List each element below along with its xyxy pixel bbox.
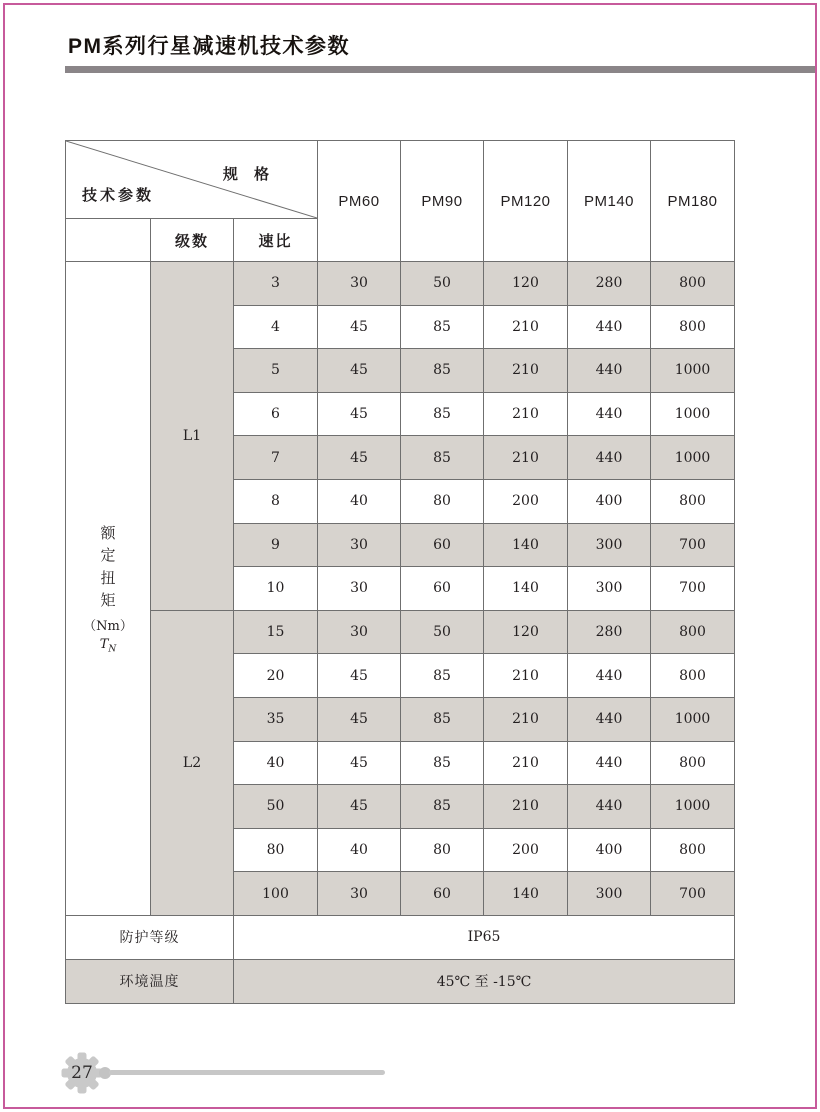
col-header-pm140: PM140 xyxy=(568,141,651,262)
corner-label-spec: 规 格 xyxy=(222,166,276,183)
value-cell: 30 xyxy=(318,262,401,306)
empty-header-cell xyxy=(66,219,151,262)
value-cell: 210 xyxy=(484,349,568,393)
table-row xyxy=(66,610,735,654)
value-cell: 210 xyxy=(484,305,568,349)
value-cell: 80 xyxy=(401,828,484,872)
value-cell: 800 xyxy=(651,654,735,698)
value-cell: 30 xyxy=(318,610,401,654)
ratio-cell: 80 xyxy=(234,828,318,872)
corner-label-params: 技术参数 xyxy=(82,187,155,204)
value-cell: 800 xyxy=(651,741,735,785)
value-cell: 140 xyxy=(484,523,568,567)
value-cell: 280 xyxy=(568,262,651,306)
value-cell: 800 xyxy=(651,610,735,654)
value-cell: 400 xyxy=(568,828,651,872)
value-cell: 700 xyxy=(651,872,735,916)
value-cell: 1000 xyxy=(651,697,735,741)
title-underline xyxy=(65,66,815,73)
value-cell: 300 xyxy=(568,523,651,567)
value-cell: 45 xyxy=(318,785,401,829)
stage-cell-l2: L2 xyxy=(151,610,234,915)
value-cell: 85 xyxy=(401,436,484,480)
value-cell: 85 xyxy=(401,654,484,698)
value-cell: 440 xyxy=(568,436,651,480)
value-cell: 700 xyxy=(651,567,735,611)
torque-row-header xyxy=(66,262,151,916)
torque-unit: （Nm） xyxy=(83,618,133,634)
torque-symbol xyxy=(100,637,117,655)
value-cell: 440 xyxy=(568,654,651,698)
ratio-cell: 6 xyxy=(234,392,318,436)
value-cell: 440 xyxy=(568,697,651,741)
value-cell: 30 xyxy=(318,523,401,567)
value-cell: 800 xyxy=(651,305,735,349)
value-cell: 400 xyxy=(568,479,651,523)
value-cell: 210 xyxy=(484,785,568,829)
value-cell: 60 xyxy=(401,523,484,567)
value-cell: 440 xyxy=(568,741,651,785)
value-cell: 85 xyxy=(401,305,484,349)
value-cell: 210 xyxy=(484,741,568,785)
value-cell: 45 xyxy=(318,305,401,349)
torque-symbol-sub: N xyxy=(108,644,117,655)
col-header-pm90: PM90 xyxy=(401,141,484,262)
torque-label: 额定扭矩 xyxy=(100,524,116,610)
value-cell: 30 xyxy=(318,567,401,611)
value-cell: 85 xyxy=(401,392,484,436)
col-header-pm120: PM120 xyxy=(484,141,568,262)
value-cell: 440 xyxy=(568,305,651,349)
ratio-cell: 3 xyxy=(234,262,318,306)
stage-cell-l1: L1 xyxy=(151,262,234,611)
value-cell: 40 xyxy=(318,828,401,872)
value-cell: 1000 xyxy=(651,392,735,436)
ratio-cell: 4 xyxy=(234,305,318,349)
spec-table xyxy=(65,140,735,1004)
value-cell: 45 xyxy=(318,436,401,480)
value-cell: 200 xyxy=(484,479,568,523)
value-cell: 60 xyxy=(401,872,484,916)
ratio-cell: 35 xyxy=(234,697,318,741)
value-cell: 700 xyxy=(651,523,735,567)
protection-class-label: 防护等级 xyxy=(66,915,234,959)
footer-line xyxy=(109,1070,385,1075)
table-row xyxy=(66,262,735,306)
page-number: 27 xyxy=(71,1063,93,1083)
ratio-cell: 40 xyxy=(234,741,318,785)
ratio-cell: 100 xyxy=(234,872,318,916)
value-cell: 45 xyxy=(318,349,401,393)
ambient-temp-label: 环境温度 xyxy=(66,959,234,1003)
value-cell: 440 xyxy=(568,349,651,393)
ratio-cell: 20 xyxy=(234,654,318,698)
ratio-cell: 5 xyxy=(234,349,318,393)
value-cell: 40 xyxy=(318,479,401,523)
value-cell: 45 xyxy=(318,654,401,698)
value-cell: 85 xyxy=(401,349,484,393)
sub-header-ratio: 速比 xyxy=(234,219,318,262)
value-cell: 210 xyxy=(484,436,568,480)
diagonal-line xyxy=(66,141,317,218)
value-cell: 210 xyxy=(484,697,568,741)
diagonal-header-cell xyxy=(66,141,318,219)
value-cell: 140 xyxy=(484,872,568,916)
value-cell: 300 xyxy=(568,872,651,916)
value-cell: 280 xyxy=(568,610,651,654)
value-cell: 85 xyxy=(401,741,484,785)
value-cell: 1000 xyxy=(651,785,735,829)
value-cell: 50 xyxy=(401,610,484,654)
sub-header-stage: 级数 xyxy=(151,219,234,262)
col-header-pm180: PM180 xyxy=(651,141,735,262)
value-cell: 800 xyxy=(651,262,735,306)
value-cell: 140 xyxy=(484,567,568,611)
ambient-temp-value: 45℃ 至 -15℃ xyxy=(234,959,735,1003)
ratio-cell: 50 xyxy=(234,785,318,829)
value-cell: 50 xyxy=(401,262,484,306)
value-cell: 800 xyxy=(651,828,735,872)
value-cell: 30 xyxy=(318,872,401,916)
value-cell: 45 xyxy=(318,392,401,436)
ratio-cell: 10 xyxy=(234,567,318,611)
value-cell: 120 xyxy=(484,262,568,306)
value-cell: 1000 xyxy=(651,436,735,480)
value-cell: 210 xyxy=(484,654,568,698)
value-cell: 1000 xyxy=(651,349,735,393)
value-cell: 200 xyxy=(484,828,568,872)
value-cell: 800 xyxy=(651,479,735,523)
value-cell: 85 xyxy=(401,785,484,829)
ratio-cell: 8 xyxy=(234,479,318,523)
value-cell: 300 xyxy=(568,567,651,611)
value-cell: 45 xyxy=(318,697,401,741)
value-cell: 45 xyxy=(318,741,401,785)
col-header-pm60: PM60 xyxy=(318,141,401,262)
page-number-gear xyxy=(60,1051,104,1095)
value-cell: 210 xyxy=(484,392,568,436)
torque-symbol-letter: T xyxy=(99,636,109,652)
page-title: PM系列行星减速机技术参数 xyxy=(68,35,350,58)
ratio-cell: 7 xyxy=(234,436,318,480)
value-cell: 440 xyxy=(568,392,651,436)
value-cell: 120 xyxy=(484,610,568,654)
value-cell: 60 xyxy=(401,567,484,611)
value-cell: 440 xyxy=(568,785,651,829)
protection-class-value: IP65 xyxy=(234,915,735,959)
value-cell: 85 xyxy=(401,697,484,741)
value-cell: 80 xyxy=(401,479,484,523)
ratio-cell: 15 xyxy=(234,610,318,654)
ratio-cell: 9 xyxy=(234,523,318,567)
